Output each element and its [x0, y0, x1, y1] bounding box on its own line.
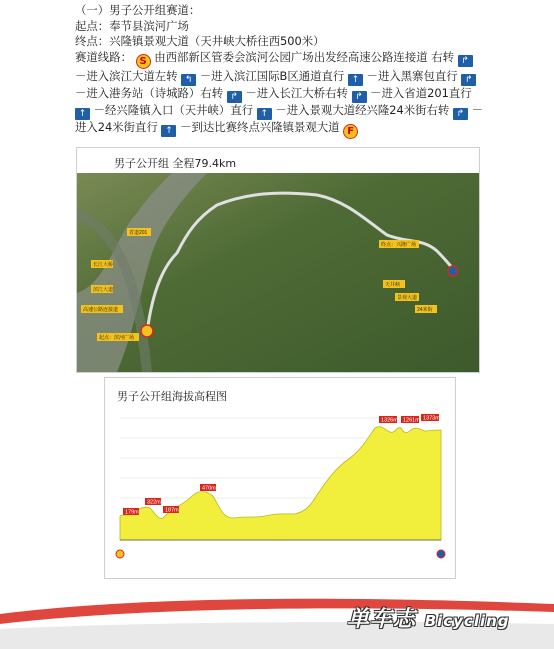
map-label-jingguan: 景观大道: [397, 295, 418, 301]
route-seg-8: －进入景观大道经兴隆24米街右转: [275, 102, 450, 117]
straight-icon: ↑: [348, 74, 363, 86]
finish-f-icon: F: [343, 124, 358, 139]
start-value: 奉节县滨河广场: [109, 18, 189, 33]
start-label: 起点：: [75, 18, 110, 33]
elevation-area: [120, 427, 441, 540]
map-label-tianjingxia: 天井峡: [385, 282, 401, 288]
finish-line: [75, 34, 485, 50]
straight-icon: ↑: [161, 125, 176, 137]
straight-icon: ↑: [75, 108, 90, 120]
elevation-title: 男子公开组海拔高程图: [117, 390, 227, 403]
turn-left-icon: ↰: [181, 74, 196, 86]
elevation-finish-icon: [437, 550, 445, 558]
map-label-start: 起点：滨河广场: [99, 335, 135, 341]
map-label-bridge: 长江大桥: [93, 262, 114, 268]
route-seg-7: －经兴隆镇入口（天井峡）直行: [93, 102, 254, 117]
map-label-binjiang: 滨江大道: [93, 287, 114, 293]
turn-right-icon: ↱: [352, 91, 367, 103]
finish-value: 兴隆镇景观大道（天井峡大桥往西500米）: [109, 34, 325, 49]
peak-label-4: 470m: [202, 485, 216, 492]
route-seg-10: －到达比赛终点兴隆镇景观大道: [180, 119, 340, 134]
route-seg-2: －进入滨江国际B区通道直行: [199, 68, 345, 83]
route-description: [75, 3, 485, 139]
start-line: [75, 19, 485, 35]
elevation-panel: [104, 377, 456, 579]
route-label: 赛道线路：: [75, 49, 132, 64]
route-map: [77, 173, 479, 372]
peak-label-6: 1261m: [403, 417, 420, 424]
watermark: [347, 602, 510, 633]
start-marker-icon: [141, 325, 153, 337]
map-label-finish: 终点：兴隆广场: [381, 242, 417, 248]
route-line: [75, 50, 485, 139]
turn-right-icon: ↱: [458, 55, 473, 67]
route-seg-6: －进入省道201直行: [370, 85, 472, 100]
route-seg-5: －进入长江大桥右转: [245, 85, 348, 100]
map-label-24st: 24米街: [417, 307, 433, 313]
peak-label-1: 179m: [125, 509, 139, 516]
finish-marker-icon: [448, 266, 458, 276]
straight-icon: ↑: [257, 108, 272, 120]
route-seg-3: －进入黑寨包直行: [366, 68, 458, 83]
elevation-start-icon: [116, 550, 124, 558]
map-label-s201: 省道201: [129, 230, 148, 236]
watermark-cn: 单车志: [347, 607, 417, 632]
peak-label-7: 1373m: [423, 415, 440, 422]
finish-label: 终点：: [75, 34, 110, 49]
route-seg-1: －进入滨江大道左转: [75, 68, 178, 83]
route-map-panel: [76, 147, 480, 373]
map-graphic: [77, 173, 479, 372]
turn-right-icon: ↱: [227, 91, 242, 103]
section-heading: （一）男子公开组赛道：: [75, 3, 201, 17]
map-title: 男子公开组 全程79.4km: [114, 157, 237, 170]
peak-label-3: 187m: [165, 507, 179, 514]
route-seg-0: 由西部新区管委会滨河公园广场出发经高速公路连接道 右转: [154, 49, 454, 64]
start-s-icon: S: [136, 54, 151, 69]
route-seg-9: －进入24米街直行: [75, 102, 483, 134]
peak-label-2: 322m: [147, 499, 161, 506]
peak-label-5: 1326m: [381, 417, 398, 424]
turn-right-icon: ↱: [461, 74, 476, 86]
watermark-en: Bicycling: [424, 612, 510, 630]
map-label-connector: 高速公路连接道: [83, 307, 119, 313]
turn-right-icon: ↱: [453, 108, 468, 120]
elevation-chart: [105, 378, 455, 578]
route-seg-4: －进入港务站（诗城路）右转: [75, 85, 224, 100]
